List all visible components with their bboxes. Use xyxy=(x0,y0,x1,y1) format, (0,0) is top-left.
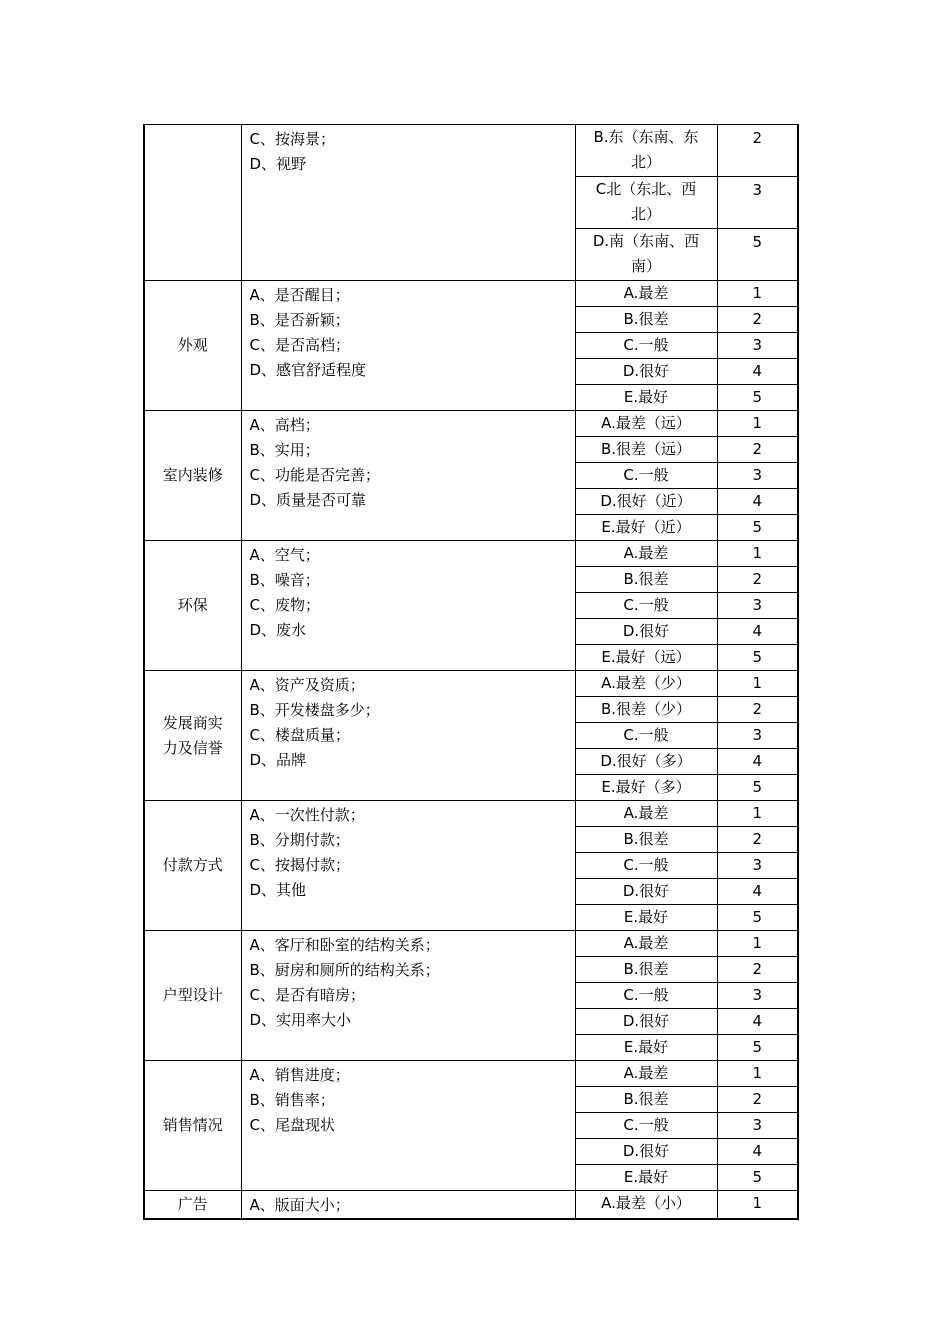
rating-score: 5 xyxy=(717,905,798,931)
category-label-line: 力及信誉 xyxy=(162,738,223,757)
criterion-item: C、尾盘现状 xyxy=(249,1116,335,1134)
rating-score: 1 xyxy=(717,411,798,437)
criterion-item: D、废水 xyxy=(249,621,307,639)
rating-score: 2 xyxy=(717,307,798,333)
table-row xyxy=(144,125,798,177)
rating-score: 2 xyxy=(717,957,798,983)
rating-option: A.最差 xyxy=(575,931,717,957)
rating-score: 4 xyxy=(717,1139,798,1165)
criterion-item: A、客厅和卧室的结构关系； xyxy=(249,936,440,954)
rating-option: E.最好（近） xyxy=(575,515,717,541)
rating-score: 2 xyxy=(717,125,798,177)
rating-option: D.很好（近） xyxy=(575,489,717,515)
rating-score: 1 xyxy=(717,1191,798,1220)
criterion-item: A、资产及资质； xyxy=(249,676,365,694)
rating-option: A.最差（小） xyxy=(575,1191,717,1220)
rating-score: 5 xyxy=(717,1035,798,1061)
criterion-item: C、楼盘质量； xyxy=(249,726,350,744)
table-row xyxy=(144,931,798,957)
criterion-item: B、是否新颖； xyxy=(249,311,350,329)
criteria-cell xyxy=(241,411,575,541)
rating-option: E.最好（远） xyxy=(575,645,717,671)
rating-option: A.最差（少） xyxy=(575,671,717,697)
criterion-item: A、销售进度； xyxy=(249,1066,350,1084)
rating-score: 5 xyxy=(717,515,798,541)
criterion-item: A、是否醒目； xyxy=(249,286,350,304)
category-cell: 户型设计 xyxy=(144,931,241,1061)
category-cell xyxy=(144,125,241,281)
criterion-item: B、实用； xyxy=(249,441,320,459)
category-cell: 外观 xyxy=(144,281,241,411)
category-cell: 环保 xyxy=(144,541,241,671)
criterion-item: D、视野 xyxy=(249,155,307,173)
rating-score: 3 xyxy=(717,853,798,879)
rating-score: 4 xyxy=(717,1009,798,1035)
criteria-cell xyxy=(241,1191,575,1220)
table-row xyxy=(144,1191,798,1220)
rating-score: 3 xyxy=(717,1113,798,1139)
rating-option: D.很好 xyxy=(575,359,717,385)
criterion-item: B、厨房和厕所的结构关系； xyxy=(249,961,440,979)
criterion-item: B、销售率； xyxy=(249,1091,335,1109)
evaluation-table xyxy=(143,124,799,1220)
criterion-item: C、按揭付款； xyxy=(249,856,350,874)
rating-option: D.很好（多） xyxy=(575,749,717,775)
criterion-item: A、空气； xyxy=(249,546,320,564)
rating-option: B.很差 xyxy=(575,307,717,333)
rating-score: 4 xyxy=(717,879,798,905)
rating-option: D.很好 xyxy=(575,879,717,905)
rating-option: B.很差 xyxy=(575,1087,717,1113)
criteria-cell xyxy=(241,801,575,931)
rating-option: B.很差（少） xyxy=(575,697,717,723)
rating-score: 4 xyxy=(717,619,798,645)
rating-option: C北（东北、西北） xyxy=(575,177,717,229)
rating-option: E.最好（多） xyxy=(575,775,717,801)
rating-option: C.一般 xyxy=(575,593,717,619)
rating-score: 1 xyxy=(717,801,798,827)
rating-option: A.最差 xyxy=(575,1061,717,1087)
rating-option: A.最差 xyxy=(575,281,717,307)
category-cell: 付款方式 xyxy=(144,801,241,931)
rating-score: 3 xyxy=(717,463,798,489)
criterion-item: B、噪音； xyxy=(249,571,320,589)
rating-option: C.一般 xyxy=(575,463,717,489)
rating-option: A.最差 xyxy=(575,801,717,827)
criterion-item: A、版面大小； xyxy=(249,1196,350,1214)
rating-option: C.一般 xyxy=(575,333,717,359)
rating-option: B.东（东南、东北） xyxy=(575,125,717,177)
rating-option: E.最好 xyxy=(575,905,717,931)
rating-option: C.一般 xyxy=(575,1113,717,1139)
rating-option: B.很差（远） xyxy=(575,437,717,463)
criterion-item: B、开发楼盘多少； xyxy=(249,701,380,719)
criterion-item: C、是否高档； xyxy=(249,336,350,354)
rating-score: 5 xyxy=(717,385,798,411)
rating-option: B.很差 xyxy=(575,567,717,593)
table-row xyxy=(144,541,798,567)
criterion-item: C、按海景； xyxy=(249,130,335,148)
category-label-line: 发展商实 xyxy=(162,713,223,732)
rating-score: 1 xyxy=(717,281,798,307)
criteria-cell xyxy=(241,541,575,671)
rating-score: 5 xyxy=(717,1165,798,1191)
rating-option: C.一般 xyxy=(575,853,717,879)
rating-option: B.很差 xyxy=(575,827,717,853)
rating-option: B.很差 xyxy=(575,957,717,983)
evaluation-table-body xyxy=(144,125,798,1220)
rating-option: E.最好 xyxy=(575,385,717,411)
rating-score: 1 xyxy=(717,1061,798,1087)
rating-option: D.很好 xyxy=(575,619,717,645)
criterion-item: C、废物； xyxy=(249,596,320,614)
criterion-item: A、高档； xyxy=(249,416,320,434)
rating-option: D.南（东南、西南） xyxy=(575,229,717,281)
criteria-cell xyxy=(241,125,575,281)
rating-score: 3 xyxy=(717,333,798,359)
category-cell: 室内装修 xyxy=(144,411,241,541)
table-row xyxy=(144,801,798,827)
rating-score: 4 xyxy=(717,359,798,385)
rating-score: 2 xyxy=(717,1087,798,1113)
rating-option: A.最差（远） xyxy=(575,411,717,437)
rating-score: 2 xyxy=(717,697,798,723)
criterion-item: A、一次性付款； xyxy=(249,806,365,824)
criteria-cell xyxy=(241,671,575,801)
criterion-item: D、感官舒适程度 xyxy=(249,361,367,379)
rating-score: 2 xyxy=(717,827,798,853)
rating-option: E.最好 xyxy=(575,1165,717,1191)
rating-score: 5 xyxy=(717,229,798,281)
rating-score: 4 xyxy=(717,749,798,775)
rating-score: 1 xyxy=(717,541,798,567)
criterion-item: D、质量是否可靠 xyxy=(249,491,367,509)
rating-score: 1 xyxy=(717,931,798,957)
rating-option: C.一般 xyxy=(575,723,717,749)
criterion-item: B、分期付款； xyxy=(249,831,350,849)
rating-score: 2 xyxy=(717,567,798,593)
rating-option: C.一般 xyxy=(575,983,717,1009)
table-row xyxy=(144,1061,798,1087)
criterion-item: D、其他 xyxy=(249,881,307,899)
rating-option: A.最差 xyxy=(575,541,717,567)
table-row xyxy=(144,281,798,307)
rating-score: 3 xyxy=(717,593,798,619)
evaluation-sheet xyxy=(143,124,797,1220)
rating-score: 3 xyxy=(717,177,798,229)
category-cell xyxy=(144,671,241,801)
rating-score: 3 xyxy=(717,983,798,1009)
criterion-item: D、品牌 xyxy=(249,751,307,769)
table-row xyxy=(144,411,798,437)
criterion-item: D、实用率大小 xyxy=(249,1011,352,1029)
criterion-item: C、功能是否完善； xyxy=(249,466,380,484)
rating-score: 5 xyxy=(717,775,798,801)
rating-option: D.很好 xyxy=(575,1139,717,1165)
criteria-cell xyxy=(241,281,575,411)
criteria-cell xyxy=(241,931,575,1061)
table-row xyxy=(144,671,798,697)
rating-option: D.很好 xyxy=(575,1009,717,1035)
rating-score: 3 xyxy=(717,723,798,749)
rating-score: 1 xyxy=(717,671,798,697)
criteria-cell xyxy=(241,1061,575,1191)
criterion-item: C、是否有暗房； xyxy=(249,986,365,1004)
category-cell: 广告 xyxy=(144,1191,241,1220)
rating-score: 4 xyxy=(717,489,798,515)
rating-option: E.最好 xyxy=(575,1035,717,1061)
category-cell: 销售情况 xyxy=(144,1061,241,1191)
rating-score: 5 xyxy=(717,645,798,671)
rating-score: 2 xyxy=(717,437,798,463)
